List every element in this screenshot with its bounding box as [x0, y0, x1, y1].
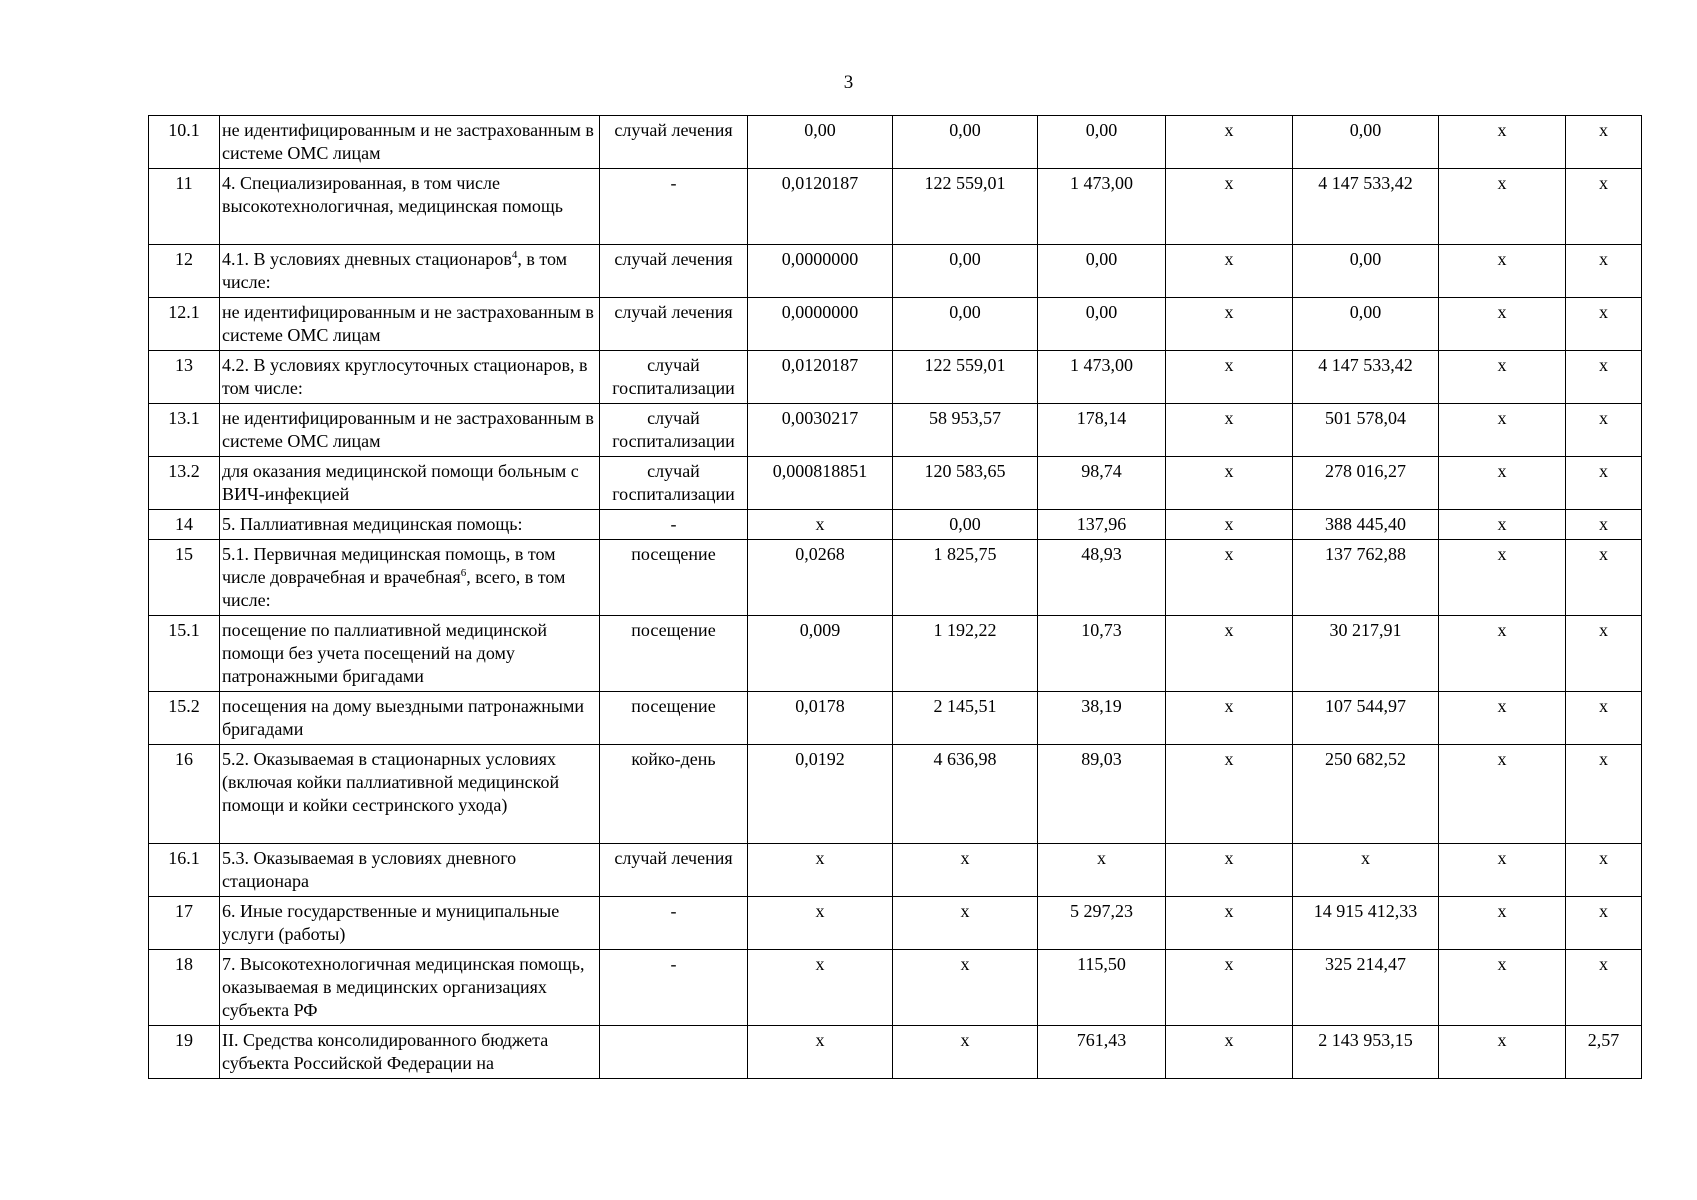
row-number: 17: [149, 897, 220, 950]
value-col-1: 0,000818851: [748, 457, 893, 510]
value-col-1: 0,0000000: [748, 245, 893, 298]
row-unit: посещение: [600, 616, 748, 692]
value-col-4: х: [1166, 950, 1293, 1026]
row-name-text: для оказания медицинской помощи больным с ВИЧ-инфекцией: [222, 461, 579, 504]
value-col-1: х: [748, 950, 893, 1026]
value-col-3: 178,14: [1038, 404, 1166, 457]
value-col-3: 38,19: [1038, 692, 1166, 745]
value-col-1: 0,0030217: [748, 404, 893, 457]
row-name: [220, 897, 600, 950]
value-col-1: 0,0120187: [748, 169, 893, 245]
value-col-2: 0,00: [893, 245, 1038, 298]
row-name: [220, 950, 600, 1026]
value-col-5: 388 445,40: [1293, 510, 1439, 540]
value-col-2: х: [893, 1026, 1038, 1079]
value-col-5: 250 682,52: [1293, 745, 1439, 844]
row-name-text: 7. Высокотехнологичная медицинская помощь, оказываемая в медицинских организациях субъекта РФ: [222, 954, 585, 1020]
row-unit: -: [600, 950, 748, 1026]
table-row: [149, 245, 1642, 298]
value-col-1: х: [748, 510, 893, 540]
value-col-7: х: [1566, 245, 1642, 298]
value-col-3: 761,43: [1038, 1026, 1166, 1079]
value-col-7: х: [1566, 616, 1642, 692]
value-col-2: 0,00: [893, 116, 1038, 169]
value-col-5: 0,00: [1293, 245, 1439, 298]
value-col-3: х: [1038, 844, 1166, 897]
value-col-4: х: [1166, 245, 1293, 298]
value-col-7: х: [1566, 457, 1642, 510]
value-col-6: х: [1439, 245, 1566, 298]
value-col-7: х: [1566, 950, 1642, 1026]
value-col-5: 107 544,97: [1293, 692, 1439, 745]
table-row: [149, 510, 1642, 540]
value-col-2: 4 636,98: [893, 745, 1038, 844]
value-col-1: 0,00: [748, 116, 893, 169]
row-name: [220, 844, 600, 897]
row-number: 14: [149, 510, 220, 540]
value-col-6: х: [1439, 510, 1566, 540]
value-col-5: х: [1293, 844, 1439, 897]
row-number: 18: [149, 950, 220, 1026]
value-col-1: 0,0268: [748, 540, 893, 616]
row-name: [220, 692, 600, 745]
value-col-3: 0,00: [1038, 245, 1166, 298]
row-name-text: 5.2. Оказываемая в стационарных условиях (включая койки паллиативной медицинской помощи и койки сестринского ухода): [222, 749, 560, 815]
financing-table: [148, 115, 1642, 1079]
row-name: [220, 510, 600, 540]
table-row: [149, 950, 1642, 1026]
value-col-6: х: [1439, 298, 1566, 351]
value-col-3: 98,74: [1038, 457, 1166, 510]
table-row: [149, 116, 1642, 169]
row-name-text: 4.1. В условиях дневных стационаров: [222, 249, 512, 269]
value-col-4: х: [1166, 540, 1293, 616]
value-col-5: 14 915 412,33: [1293, 897, 1439, 950]
value-col-1: 0,0120187: [748, 351, 893, 404]
value-col-2: 2 145,51: [893, 692, 1038, 745]
row-unit: случай госпитализации: [600, 457, 748, 510]
row-name-text: посещения на дому выездными патронажными бригадами: [222, 696, 585, 739]
table-row: [149, 1026, 1642, 1079]
value-col-6: х: [1439, 844, 1566, 897]
value-col-4: х: [1166, 457, 1293, 510]
value-col-4: х: [1166, 510, 1293, 540]
value-col-7: х: [1566, 510, 1642, 540]
row-unit: случай лечения: [600, 116, 748, 169]
value-col-7: х: [1566, 351, 1642, 404]
row-name-text: 4. Специализированная, в том числе высокотехнологичная, медицинская помощь: [222, 173, 563, 216]
row-unit: -: [600, 510, 748, 540]
value-col-4: х: [1166, 116, 1293, 169]
row-unit: случай лечения: [600, 844, 748, 897]
value-col-2: 0,00: [893, 510, 1038, 540]
value-col-6: х: [1439, 950, 1566, 1026]
row-name: [220, 540, 600, 616]
row-name-continuation: , в том числе:: [222, 249, 568, 292]
value-col-5: 501 578,04: [1293, 404, 1439, 457]
value-col-2: 122 559,01: [893, 169, 1038, 245]
table-row: [149, 897, 1642, 950]
value-col-6: х: [1439, 692, 1566, 745]
row-name-text: 6. Иные государственные и муниципальные услуги (работы): [222, 901, 560, 944]
row-name: [220, 616, 600, 692]
row-name-text: 4.2. В условиях круглосуточных стационаров, в том числе:: [222, 355, 588, 398]
value-col-2: х: [893, 897, 1038, 950]
value-col-5: 0,00: [1293, 116, 1439, 169]
value-col-5: 0,00: [1293, 298, 1439, 351]
value-col-5: 278 016,27: [1293, 457, 1439, 510]
row-unit: посещение: [600, 540, 748, 616]
row-number: 19: [149, 1026, 220, 1079]
row-name-text: не идентифицированным и не застрахованным в системе ОМС лицам: [222, 408, 594, 451]
table-row: [149, 457, 1642, 510]
row-number: 15.2: [149, 692, 220, 745]
value-col-4: х: [1166, 351, 1293, 404]
value-col-6: х: [1439, 616, 1566, 692]
value-col-4: х: [1166, 692, 1293, 745]
value-col-7: х: [1566, 169, 1642, 245]
value-col-5: 137 762,88: [1293, 540, 1439, 616]
table-row: [149, 298, 1642, 351]
value-col-1: 0,0192: [748, 745, 893, 844]
value-col-2: х: [893, 844, 1038, 897]
page-number: 3: [843, 72, 854, 93]
value-col-3: 1 473,00: [1038, 351, 1166, 404]
row-number: 13.2: [149, 457, 220, 510]
value-col-2: 1 192,22: [893, 616, 1038, 692]
value-col-1: 0,0000000: [748, 298, 893, 351]
value-col-1: 0,0178: [748, 692, 893, 745]
row-name-continuation: , всего, в том числе:: [222, 567, 566, 610]
value-col-2: 122 559,01: [893, 351, 1038, 404]
row-number: 10.1: [149, 116, 220, 169]
value-col-5: 325 214,47: [1293, 950, 1439, 1026]
row-number: 16: [149, 745, 220, 844]
value-col-4: х: [1166, 844, 1293, 897]
value-col-6: х: [1439, 745, 1566, 844]
row-number: 13.1: [149, 404, 220, 457]
row-name: [220, 457, 600, 510]
row-name: [220, 1026, 600, 1079]
value-col-4: х: [1166, 169, 1293, 245]
value-col-7: х: [1566, 692, 1642, 745]
value-col-2: 120 583,65: [893, 457, 1038, 510]
value-col-2: 0,00: [893, 298, 1038, 351]
row-name-text: 5.1. Первичная медицинская помощь, в том числе доврачебная и врачебная: [222, 544, 556, 587]
row-unit: случай госпитализации: [600, 351, 748, 404]
value-col-6: х: [1439, 1026, 1566, 1079]
value-col-7: х: [1566, 897, 1642, 950]
value-col-6: х: [1439, 897, 1566, 950]
table-row: [149, 745, 1642, 844]
row-unit: случай лечения: [600, 245, 748, 298]
value-col-1: х: [748, 1026, 893, 1079]
row-number: 16.1: [149, 844, 220, 897]
value-col-5: 4 147 533,42: [1293, 351, 1439, 404]
row-name-text: 5.3. Оказываемая в условиях дневного стационара: [222, 848, 517, 891]
row-number: 11: [149, 169, 220, 245]
value-col-3: 137,96: [1038, 510, 1166, 540]
footnote-mark: 6: [460, 567, 467, 579]
value-col-7: х: [1566, 404, 1642, 457]
row-number: 12: [149, 245, 220, 298]
row-name-text: II. Средства консолидированного бюджета субъекта Российской Федерации на: [222, 1030, 549, 1073]
row-unit: случай лечения: [600, 298, 748, 351]
table-row: [149, 844, 1642, 897]
value-col-1: 0,009: [748, 616, 893, 692]
footnote-mark: 4: [511, 249, 518, 261]
value-col-6: х: [1439, 540, 1566, 616]
row-name: [220, 351, 600, 404]
value-col-7: х: [1566, 745, 1642, 844]
row-name: [220, 116, 600, 169]
value-col-1: х: [748, 897, 893, 950]
row-number: 15: [149, 540, 220, 616]
value-col-4: х: [1166, 298, 1293, 351]
value-col-3: 5 297,23: [1038, 897, 1166, 950]
row-name: [220, 245, 600, 298]
row-unit: [600, 1026, 748, 1079]
value-col-4: х: [1166, 745, 1293, 844]
value-col-6: х: [1439, 169, 1566, 245]
value-col-7: х: [1566, 116, 1642, 169]
value-col-2: 58 953,57: [893, 404, 1038, 457]
row-number: 15.1: [149, 616, 220, 692]
table-row: [149, 169, 1642, 245]
value-col-6: х: [1439, 351, 1566, 404]
row-unit: -: [600, 169, 748, 245]
value-col-7: 2,57: [1566, 1026, 1642, 1079]
table-row: [149, 540, 1642, 616]
value-col-4: х: [1166, 1026, 1293, 1079]
row-name: [220, 745, 600, 844]
row-name: [220, 169, 600, 245]
table-row: [149, 616, 1642, 692]
value-col-6: х: [1439, 457, 1566, 510]
row-number: 13: [149, 351, 220, 404]
value-col-7: х: [1566, 540, 1642, 616]
value-col-2: х: [893, 950, 1038, 1026]
value-col-3: 1 473,00: [1038, 169, 1166, 245]
value-col-3: 0,00: [1038, 116, 1166, 169]
row-name: [220, 404, 600, 457]
row-name-text: посещение по паллиативной медицинской помощи без учета посещений на дому патронажными бригадами: [222, 620, 547, 686]
value-col-1: х: [748, 844, 893, 897]
row-unit: посещение: [600, 692, 748, 745]
value-col-4: х: [1166, 897, 1293, 950]
value-col-3: 115,50: [1038, 950, 1166, 1026]
row-name: [220, 298, 600, 351]
value-col-3: 48,93: [1038, 540, 1166, 616]
row-unit: койко-день: [600, 745, 748, 844]
value-col-3: 0,00: [1038, 298, 1166, 351]
value-col-4: х: [1166, 616, 1293, 692]
row-name-text: не идентифицированным и не застрахованным в системе ОМС лицам: [222, 120, 594, 163]
value-col-5: 4 147 533,42: [1293, 169, 1439, 245]
row-unit: -: [600, 897, 748, 950]
value-col-3: 10,73: [1038, 616, 1166, 692]
table-row: [149, 692, 1642, 745]
value-col-7: х: [1566, 844, 1642, 897]
value-col-4: х: [1166, 404, 1293, 457]
table-row: [149, 404, 1642, 457]
value-col-5: 2 143 953,15: [1293, 1026, 1439, 1079]
row-name-text: не идентифицированным и не застрахованным в системе ОМС лицам: [222, 302, 594, 345]
value-col-6: х: [1439, 116, 1566, 169]
value-col-2: 1 825,75: [893, 540, 1038, 616]
value-col-5: 30 217,91: [1293, 616, 1439, 692]
row-name-text: 5. Паллиативная медицинская помощь:: [222, 514, 523, 534]
row-unit: случай госпитализации: [600, 404, 748, 457]
value-col-3: 89,03: [1038, 745, 1166, 844]
table-row: [149, 351, 1642, 404]
value-col-7: х: [1566, 298, 1642, 351]
value-col-6: х: [1439, 404, 1566, 457]
row-number: 12.1: [149, 298, 220, 351]
